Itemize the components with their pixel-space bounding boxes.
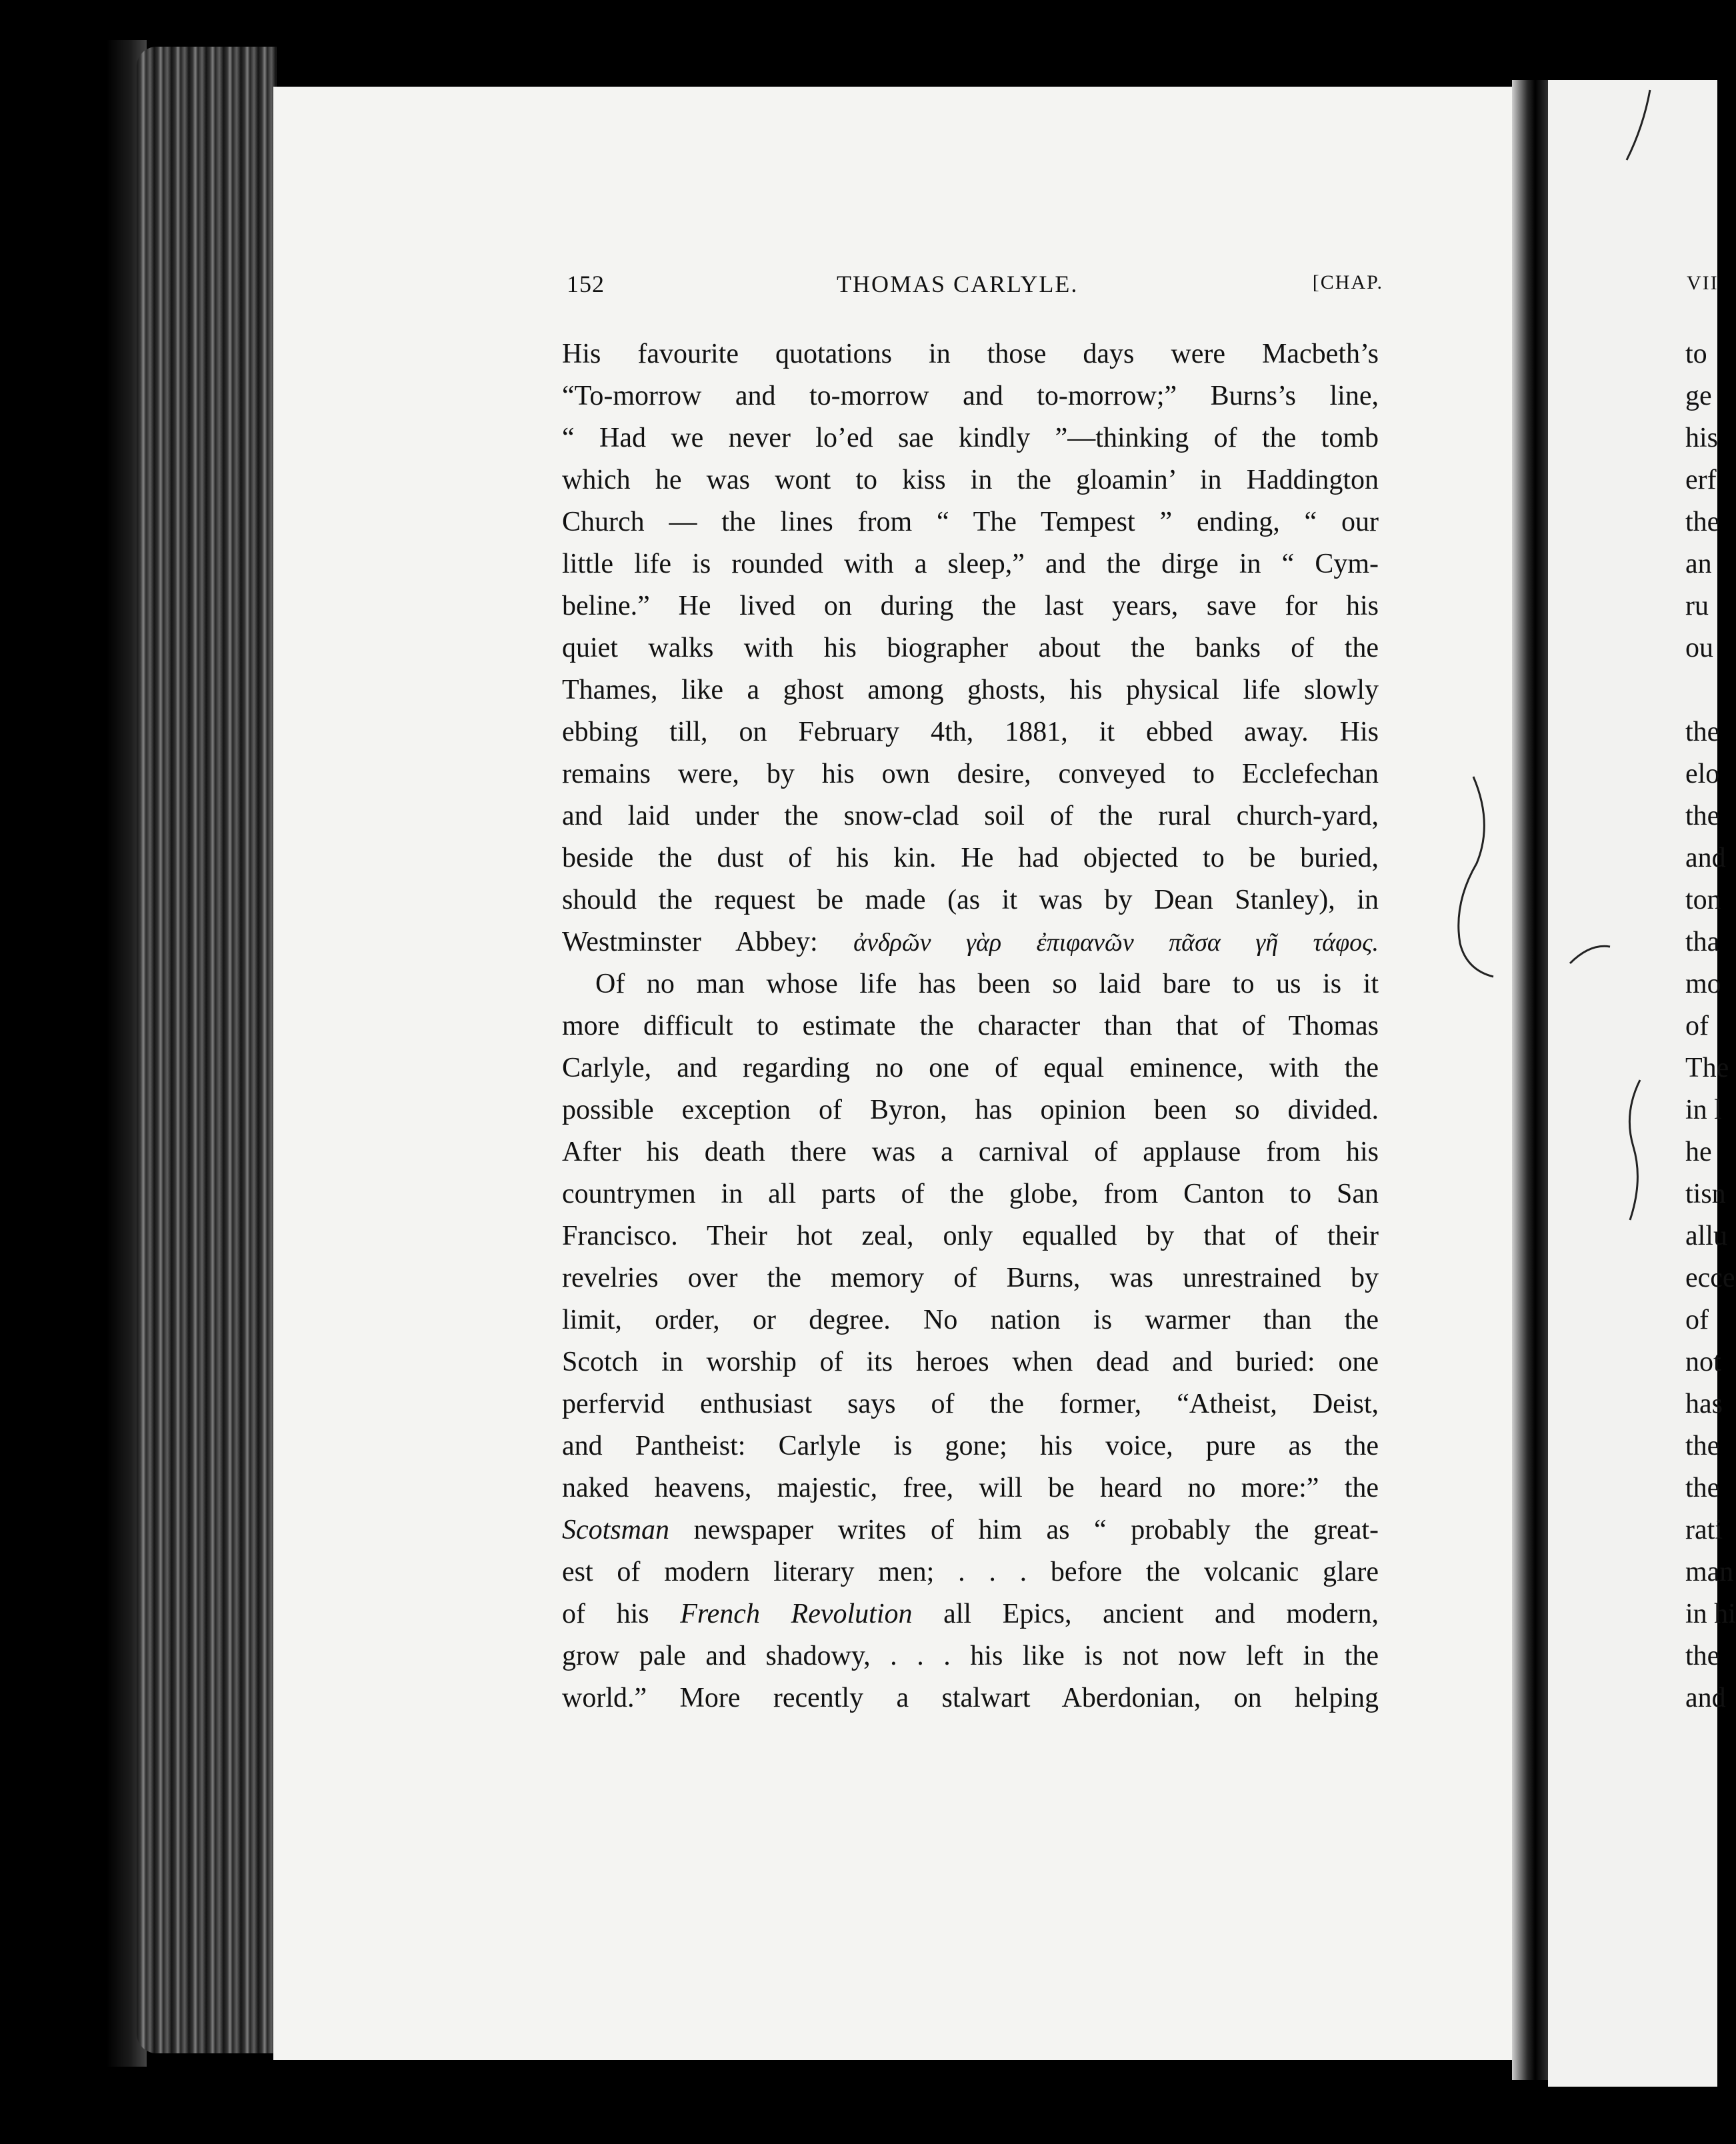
page-number: 152 <box>567 271 605 297</box>
facing-line: has <box>1685 1389 1723 1419</box>
french-revolution-after: all Epics, ancient and modern, <box>912 1599 1379 1629</box>
book-fore-edge <box>137 47 277 2053</box>
text-line: Thames, like a ghost among ghosts, his physical life slowly <box>562 675 1379 705</box>
scotsman-rest: newspaper writes of him as “ probably the great- <box>669 1515 1379 1545</box>
greek-quotation: ἀνδρῶν γὰρ ἐπιφανῶν πᾶσα γῆ τάφος. <box>853 929 1379 957</box>
facing-line: the <box>1685 1431 1720 1461</box>
text-line: should the request be made (as it was by Dean Stanley), in <box>562 885 1379 915</box>
text-line: Scotch in worship of its heroes when dead and buried: one <box>562 1347 1379 1377</box>
running-head-title: THOMAS CARLYLE. <box>837 271 1079 297</box>
text-line: Carlyle, and regarding no one of equal eminence, with the <box>562 1053 1379 1083</box>
text-line: naked heavens, majestic, free, will be heard no more:” the <box>562 1473 1379 1503</box>
margin-bracket-mark <box>1620 1073 1647 1227</box>
text-line: revelries over the memory of Burns, was unrestrained by <box>562 1263 1379 1293</box>
text-line: world.” More recently a stalwart Aberdonian, on helping <box>562 1683 1379 1713</box>
french-revolution-before: of his <box>562 1599 681 1629</box>
westminster-abbey-text: Westminster Abbey: <box>562 927 818 957</box>
facing-line: and <box>1685 1683 1726 1713</box>
facing-line: tisn <box>1685 1179 1726 1209</box>
running-head-chapter: [CHAP. <box>1312 271 1383 293</box>
text-line: and laid under the snow-clad soil of the rural church-yard, <box>562 801 1379 831</box>
book-gutter <box>1512 80 1551 2080</box>
text-line: “ Had we never lo’ed sae kindly ”—thinking of the tomb <box>562 423 1379 453</box>
facing-line: ecce <box>1685 1263 1735 1293</box>
text-line: beside the dust of his kin. He had objected to be buried, <box>562 843 1379 873</box>
facing-line: tha <box>1685 927 1720 957</box>
running-head <box>567 270 1383 310</box>
facing-line: and <box>1685 843 1726 873</box>
facing-line: of <box>1685 1011 1709 1041</box>
scotsman-title: Scotsman <box>562 1515 669 1545</box>
facing-line: not <box>1685 1347 1721 1377</box>
text-line: grow pale and shadowy, . . . his like is not now left in the <box>562 1641 1379 1671</box>
facing-line: his <box>1685 423 1719 453</box>
french-revolution-title: French Revolution <box>680 1599 913 1629</box>
facing-line: elo <box>1685 759 1720 789</box>
text-line: which he was wont to kiss in the gloamin’ in Haddington <box>562 465 1379 495</box>
text-line: Church — the lines from “ The Tempest ” ending, “ our <box>562 507 1379 537</box>
text-line: His favourite quotations in those days were Macbeth’s <box>562 339 1379 369</box>
text-line: possible exception of Byron, has opinion been so divided. <box>562 1095 1379 1125</box>
text-line: Francisco. Their hot zeal, only equalled by that of their <box>562 1221 1379 1251</box>
facing-line: man <box>1685 1557 1734 1587</box>
text-line: limit, order, or degree. No nation is warmer than the <box>562 1305 1379 1335</box>
facing-line: an <box>1685 549 1712 579</box>
margin-stroke-mark <box>1620 87 1660 167</box>
facing-page-text <box>1685 333 1736 1719</box>
facing-line: mo <box>1685 969 1721 999</box>
facing-line: the <box>1685 507 1720 537</box>
facing-line: the <box>1685 801 1720 831</box>
facing-line: ru <box>1685 591 1709 621</box>
text-line-french-revolution <box>562 1593 1379 1635</box>
text-line-scotsman <box>562 1509 1379 1551</box>
facing-line: in l <box>1685 1095 1722 1125</box>
facing-line: the <box>1685 717 1720 747</box>
facing-line: ge <box>1685 381 1712 411</box>
margin-bracket-mark <box>1447 770 1500 983</box>
facing-line <box>1685 669 1717 711</box>
text-line: quiet walks with his biographer about the banks of the <box>562 633 1379 663</box>
text-line: little life is rounded with a sleep,” and the dirge in “ Cym- <box>562 549 1379 579</box>
facing-line: to <box>1685 339 1707 369</box>
text-line: perfervid enthusiast says of the former, “Atheist, Deist, <box>562 1389 1379 1419</box>
facing-line: the <box>1685 1641 1720 1671</box>
facing-line: ou <box>1685 633 1713 663</box>
facing-line: the <box>1685 1473 1720 1503</box>
text-line: Of no man whose life has been so laid bare to us is it <box>595 969 1379 999</box>
text-line: countrymen in all parts of the globe, from Canton to San <box>562 1179 1379 1209</box>
text-line: est of modern literary men; . . . before the volcanic glare <box>562 1557 1379 1587</box>
facing-line: allu <box>1685 1221 1727 1251</box>
facing-line: rati <box>1685 1515 1723 1545</box>
facing-page-running-head: VII <box>1687 272 1719 294</box>
facing-line: ton <box>1685 885 1721 915</box>
facing-line: of <box>1685 1305 1709 1335</box>
text-line: After his death there was a carnival of applause from his <box>562 1137 1379 1167</box>
margin-stroke-mark <box>1567 940 1613 967</box>
body-text <box>562 333 1379 1719</box>
facing-line: erf <box>1685 465 1717 495</box>
text-line: ebbing till, on February 4th, 1881, it ebbed away. His <box>562 717 1379 747</box>
text-line: and Pantheist: Carlyle is gone; his voice, pure as the <box>562 1431 1379 1461</box>
text-line: “To-morrow and to-morrow and to-morrow;” Burns’s line, <box>562 381 1379 411</box>
text-line: remains were, by his own desire, conveyed to Ecclefechan <box>562 759 1379 789</box>
facing-line: in hi <box>1685 1599 1736 1629</box>
text-line-greek-quote <box>562 921 1379 963</box>
facing-line: he <box>1685 1137 1712 1167</box>
facing-line: The <box>1685 1053 1729 1083</box>
text-line: beline.” He lived on during the last years, save for his <box>562 591 1379 621</box>
text-line: more difficult to estimate the character than that of Thomas <box>562 1011 1379 1041</box>
